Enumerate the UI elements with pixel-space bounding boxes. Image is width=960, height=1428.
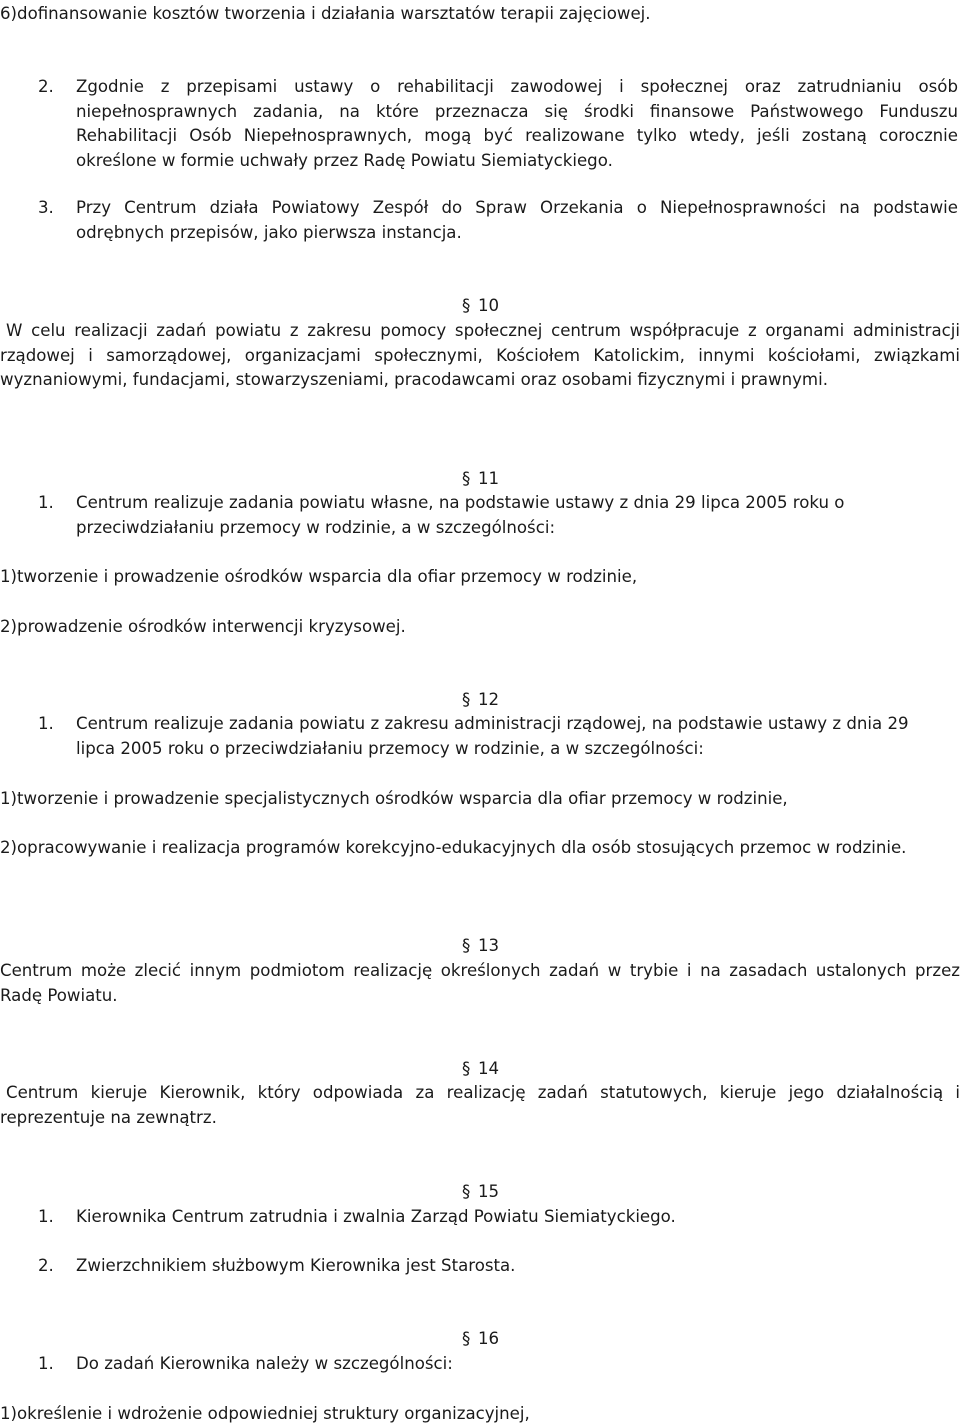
list-item-dofinansowanie [0, 2, 960, 27]
paragraph-text: W celu realizacji zadań powiatu z zakresu pomocy społecznej centrum współpracuje z organami administracji rządowej i samorządowej, organizacjami społecznymi, Kościołem Katolickim, innymi kościołami, związkami wyznaniowymi, fundacjami, stowarzyszeniami, pracodawcami oraz osobami fizycznymi i prawnymi. [0, 321, 960, 389]
paragraph-text: Kierownika Centrum zatrudnia i zwalnia Zarząd Powiatu Siemiatyckiego. [76, 1207, 676, 1226]
paragraph-text: 6)dofinansowanie kosztów tworzenia i działania warsztatów terapii zajęciowej. [0, 4, 651, 23]
section-sign-icon: § [462, 1329, 471, 1348]
section-sign-icon: § [462, 1059, 471, 1078]
section-heading-10 [462, 294, 499, 319]
paragraph-number: 2. [38, 77, 54, 96]
paragraph-text: Centrum realizuje zadania powiatu z zakresu administracji rządowej, na podstawie ustawy z dnia 29 lipca 2005 roku o przeciwdziałaniu przemocy w rodzinie, a w szczególności: [76, 714, 909, 758]
list-item: 1)tworzenie i prowadzenie ośrodków wsparcia dla ofiar przemocy w rodzinie, [0, 567, 638, 586]
paragraph-2 [0, 75, 960, 173]
section-11-item-2 [0, 615, 960, 640]
section-number: 13 [478, 936, 500, 955]
section-heading-11 [462, 467, 499, 492]
section-sign-icon: § [462, 1182, 471, 1201]
section-16-item-1 [0, 1402, 960, 1427]
paragraph-text: Centrum realizuje zadania powiatu własne, na podstawie ustawy z dnia 29 lipca 2005 roku o przeciwdziałaniu przemocy w rodzinie, a w szczególności: [76, 493, 845, 537]
section-heading-14 [462, 1057, 499, 1082]
section-15-paragraph-2 [0, 1254, 960, 1279]
section-14-body [0, 1081, 960, 1130]
paragraph-text: Zwierzchnikiem służbowym Kierownika jest Starosta. [76, 1256, 516, 1275]
section-12-paragraph-1 [0, 712, 960, 761]
section-sign-icon: § [462, 469, 471, 488]
paragraph-text: Centrum może zlecić innym podmiotom realizację określonych zadań w trybie i na zasadach ustalonych przez Radę Powiatu. [0, 961, 960, 1005]
paragraph-text: Zgodnie z przepisami ustawy o rehabilitacji zawodowej i społecznej oraz zatrudnianiu osób niepełnosprawnych zadania, na które przeznacza się środki finansowe Państwowego Funduszu Rehabilitacji Osób Niepełnosprawnych, mogą być realizowane tylko wtedy, jeśli zostaną corocznie określone w formie uchwały przez Radę Powiatu Siemiatyckiego. [76, 77, 958, 170]
section-sign-icon: § [462, 690, 471, 709]
paragraph-text: Do zadań Kierownika należy w szczególności: [76, 1354, 453, 1373]
paragraph-number: 1. [38, 1207, 54, 1226]
section-number: 15 [478, 1182, 500, 1201]
section-heading-12 [462, 688, 499, 713]
paragraph-text: Centrum kieruje Kierownik, który odpowiada za realizację zadań statutowych, kieruje jego działalnością i reprezentuje na zewnątrz. [0, 1083, 960, 1127]
section-12-item-2 [0, 836, 960, 861]
section-11-paragraph-1 [0, 491, 960, 540]
section-heading-16 [462, 1327, 499, 1352]
paragraph-number: 3. [38, 198, 54, 217]
paragraph-number: 2. [38, 1256, 54, 1275]
list-item: 1)tworzenie i prowadzenie specjalistycznych ośrodków wsparcia dla ofiar przemocy w rodzinie, [0, 789, 788, 808]
section-number: 16 [478, 1329, 500, 1348]
section-number: 12 [478, 690, 500, 709]
section-13-body [0, 959, 960, 1008]
section-heading-15 [462, 1180, 499, 1205]
section-number: 14 [478, 1059, 500, 1078]
section-16-paragraph-1 [0, 1352, 960, 1377]
list-item: 2)opracowywanie i realizacja programów korekcyjno-edukacyjnych dla osób stosujących przemoc w rodzinie. [0, 838, 907, 857]
section-11-item-1 [0, 565, 960, 590]
paragraph-3 [0, 196, 960, 245]
paragraph-number: 1. [38, 714, 54, 733]
list-item: 2)prowadzenie ośrodków interwencji kryzysowej. [0, 617, 406, 636]
section-sign-icon: § [462, 296, 471, 315]
paragraph-text: Przy Centrum działa Powiatowy Zespół do Spraw Orzekania o Niepełnosprawności na podstawie odrębnych przepisów, jako pierwsza instancja. [76, 198, 958, 242]
section-sign-icon: § [462, 936, 471, 955]
section-heading-13 [462, 934, 499, 959]
section-number: 11 [478, 469, 500, 488]
list-item: 1)określenie i wdrożenie odpowiedniej struktury organizacyjnej, [0, 1404, 530, 1423]
section-15-paragraph-1 [0, 1205, 960, 1230]
paragraph-number: 1. [38, 1354, 54, 1373]
section-12-item-1 [0, 787, 960, 812]
section-number: 10 [478, 296, 500, 315]
paragraph-number: 1. [38, 493, 54, 512]
section-10-body [0, 319, 960, 393]
